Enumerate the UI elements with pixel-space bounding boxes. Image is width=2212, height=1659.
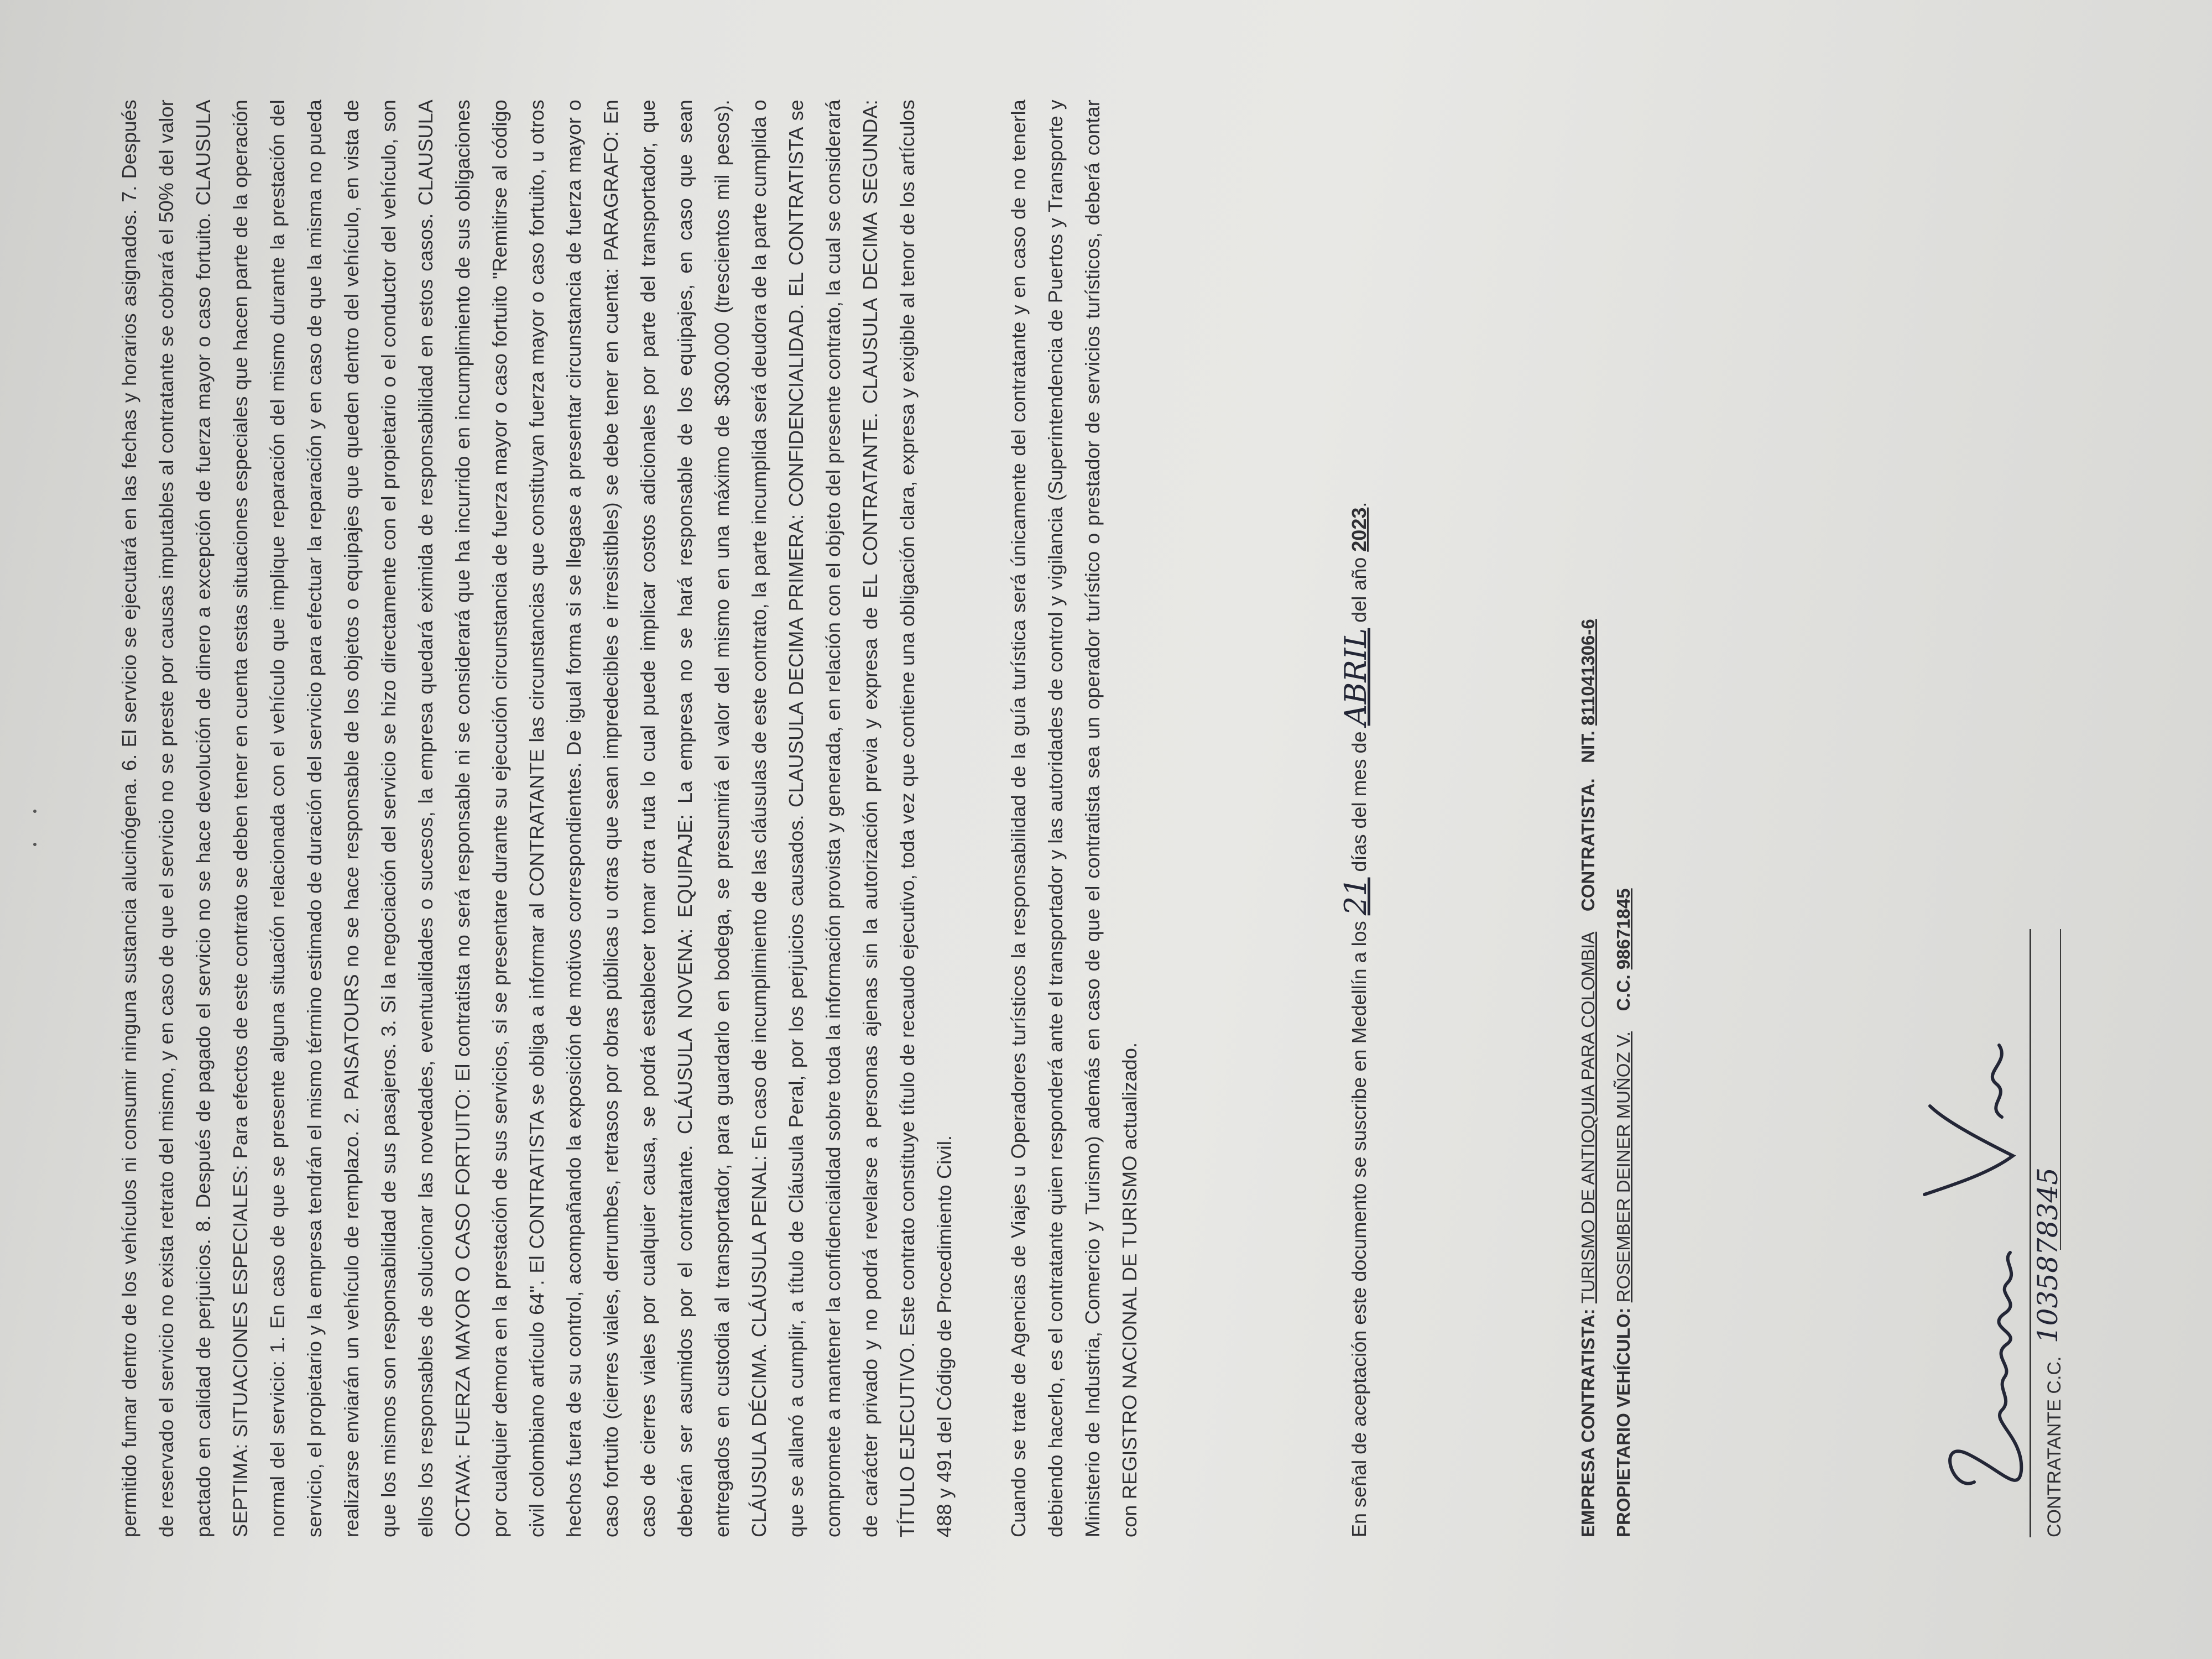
nit-value: 811041306-6 <box>1578 619 1598 726</box>
contratante-row <box>2032 1167 2067 1537</box>
contratante-cc-handwritten: 1035878345 <box>2032 1167 2064 1344</box>
nit-label: NIT. <box>1578 731 1598 763</box>
punch-mark <box>33 843 36 846</box>
company-row <box>1571 100 1606 1537</box>
contractor-label: CONTRATISTA. <box>1578 778 1598 912</box>
acceptance-suffix: . <box>1348 502 1370 508</box>
day-handwritten: 21 <box>1338 877 1373 916</box>
month-handwritten: ABRIL <box>1338 628 1373 726</box>
company-name: TURISMO DE ANTIOQUIA PARA COLOMBIA <box>1578 931 1598 1304</box>
tourism-paragraph: Cuando se trate de Agencias de Viajes u Operadores turísticos la responsabilidad de la guía turística será únicamente del contratante y en caso de no tenerla debiendo hacerlo, es el contratante quien responderá ante el transportador y las autoridades de control y vigilancia (Superintendencia de Puertos y Transporte y Ministerio de Industria, Comercio y Turismo) además en caso de que el contratista sea un operador turístico o prestador de servicios turísticos, deberá contar con REGISTRO NACIONAL DE TURISMO actualizado. <box>1007 100 1141 1537</box>
contract-body <box>111 100 1148 1537</box>
company-label: EMPRESA CONTRATISTA: <box>1578 1308 1598 1537</box>
punch-mark <box>33 810 36 813</box>
parties-block <box>1571 100 1641 1537</box>
owner-cc-value: 98671845 <box>1613 888 1634 970</box>
year-value: 2023 <box>1348 507 1370 552</box>
clauses-paragraph: permitido fumar dentro de los vehículos ni consumir ninguna sustancia alucinógena. 6. El servicio se ejecutará en las fechas y horarios asignados. 7. Después de reservado el servicio no exista retrato del mismo, y en caso de que el servicio no se preste por causas imputables al contratante se cobrará el 50% del valor pactado en calidad de perjuicios. 8. Después de pagado el servicio no se hace devolución de dinero a excepción de fuerza mayor o caso fortuito. CLAUSULA SEPTIMA: SITUACIONES ESPECIALES: Para efectos de este contrato se deben tener en cuenta estas situaciones especiales que hacen parte de la operación normal del servicio: 1. En caso de que se presente alguna situación relacionada con el vehículo que implique reparación del mismo durante la prestación del servicio, el propietario y la empresa tendrán el mismo término estimado de duración del servicio para efectuar la reparación y en caso de que la misma no pueda realizarse enviarán un vehículo de remplazo. 2. PAISATOURS no se hace responsable de los objetos o equipajes que queden dentro del vehículo, en vista de que los mismos son responsabilidad de sus pasajeros. 3. Si la negociación del servicio se hizo directamente con el propietario o el conductor del vehículo, son ellos los responsables de solucionar las novedades, eventualidades o sucesos, la empresa quedará eximida de responsabilidad en estos casos. CLAUSULA OCTAVA: FUERZA MAYOR O CASO FORTUITO: El contratista no será responsable ni se considerará que ha incurrido en incumplimiento de sus obligaciones por cualquier demora en la prestación de sus servicios, si se presentare durante su ejecución circunstancia de fuerza mayor o caso fortuito "Remitirse al código civil colombiano artículo 64". El CONTRATISTA se obliga a informar al CONTRATANTE las circunstancias que constituyan fuerza mayor o caso fortuito, u otros hechos fuera de su control, acompañando la exposición de motivos correspondientes. De igual forma si se llegase a presentar circunstancia de fuerza mayor o caso fortuito (cierres viales, derrumbes, retrasos por obras públicas u otras que sean impredecibles e irresistibles) se debe tener en cuenta: PARAGRAFO: En caso de cierres viales por cualquier causa, se podrá establecer tomar otra ruta lo cual puede implicar costos adicionales por parte del transportador, que deberán ser asumidos por el contratante. CLÁUSULA NOVENA: EQUIPAJE: La empresa no se hará responsable de los equipajes, en caso que sean entregados en custodia al transportador, para guardarlo en bodega, se presumirá el valor del mismo en una máximo de $300.000 (trescientos mil pesos). CLÁUSULA DÉCIMA. CLÁUSULA PENAL: En caso de incumplimiento de las cláusulas de este contrato, la parte incumplida será deudora de la parte cumplida o que se allanó a cumplir, a título de Cláusula Peral, por los perjuicios causados. CLAUSULA DECIMA PRIMERA: CONFIDENCIALIDAD. EL CONTRATISTA se compromete a mantener la confidencialidad sobre toda la información provista y generada, en relación con el objeto del presente contrato, la cual se considerará de carácter privado y no podrá revelarse a personas ajenas sin la autorización previa y expresa de EL CONTRATANTE. CLAUSULA DECIMA SEGUNDA: TÍTULO EJECUTIVO. Este contrato constituye título de recaudo ejecutivo, toda vez que contiene una obligación clara, expresa y exigible al tenor de los artículos 488 y 491 del Código de Procedimiento Civil. <box>118 100 956 1537</box>
contratante-label: CONTRATANTE C.C. <box>2044 1356 2065 1537</box>
contract-page <box>11 11 2201 1648</box>
acceptance-middle: días del mes de <box>1348 731 1370 872</box>
signature-line <box>2030 929 2031 1537</box>
owner-label: PROPIETARIO VEHÍCULO: <box>1613 1307 1634 1537</box>
owner-name: ROSEMBER DEINER MUÑOZ V. <box>1613 1031 1634 1303</box>
acceptance-middle2: del año <box>1348 557 1370 623</box>
signature-block <box>1891 874 2090 1537</box>
owner-row <box>1606 100 1641 1537</box>
acceptance-line <box>1338 100 1373 1537</box>
handwritten-signature <box>1891 1006 2035 1504</box>
owner-cc-label: C.C. <box>1613 974 1634 1011</box>
cc-underline <box>2060 929 2061 1250</box>
acceptance-prefix: En señal de aceptación este documento se suscribe en Medellín a los <box>1348 921 1370 1537</box>
